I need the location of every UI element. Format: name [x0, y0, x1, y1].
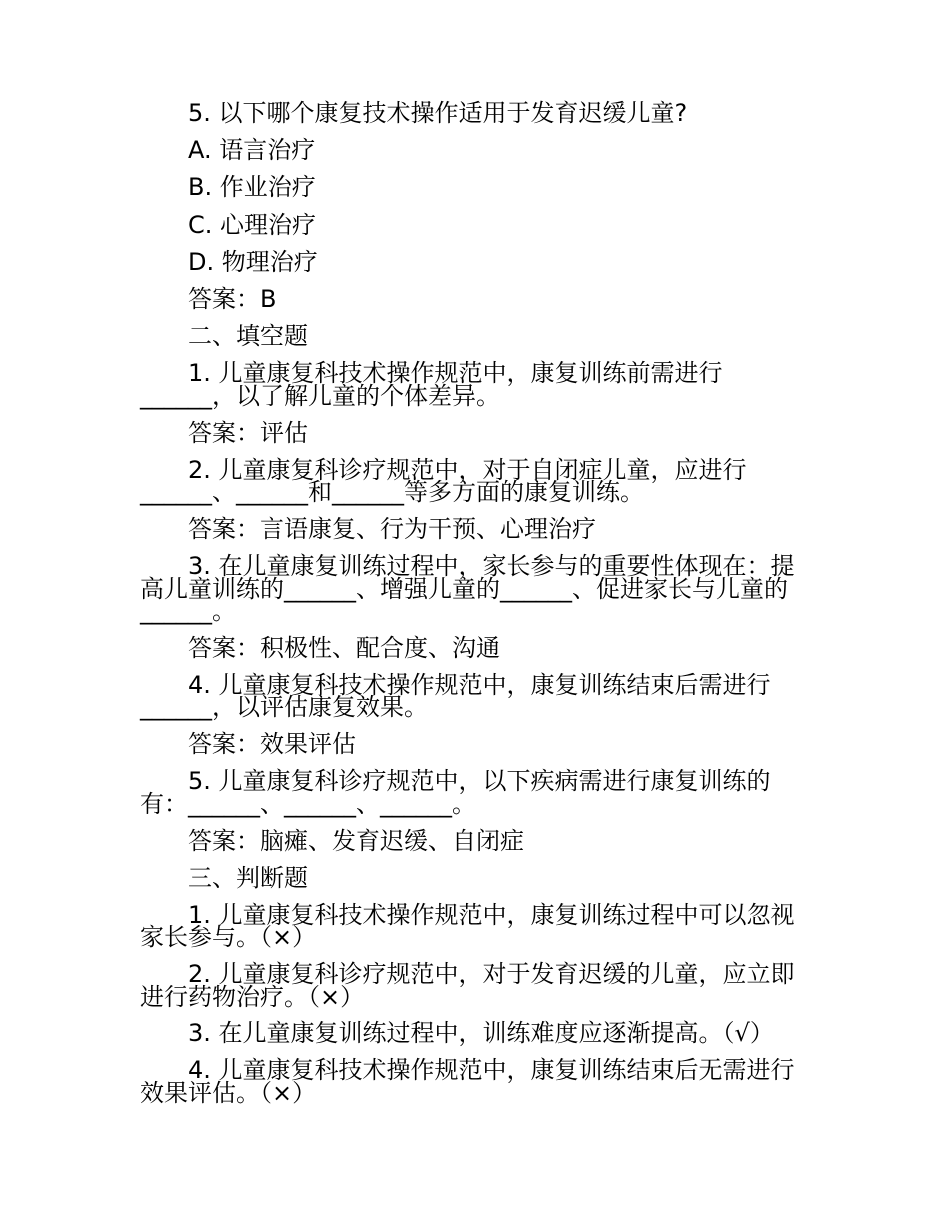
answer-line: 答案：积极性、配合度、沟通 — [188, 633, 500, 662]
answer-line: 答案：效果评估 — [188, 730, 356, 759]
option-c: C. 心理治疗 — [188, 210, 317, 239]
fill-blank-question-1: 1. 儿童康复科技术操作规范中，康复训练前需进行______，以了解儿童的个体差异。 — [140, 359, 723, 410]
section-heading-true-false: 三、判断题 — [188, 863, 308, 892]
true-false-question-3: 3. 在儿童康复训练过程中，训练难度应逐渐提高。（√） — [188, 1019, 774, 1048]
fill-blank-question-4: 4. 儿童康复科技术操作规范中，康复训练结束后需进行______，以评估康复效果。 — [140, 670, 771, 722]
fill-blank-question-5: 5. 儿童康复科诊疗规范中，以下疾病需进行康复训练的有：______、______、______。 — [140, 767, 771, 818]
true-false-question-2: 2. 儿童康复科诊疗规范中，对于发育迟缓的儿童，应立即进行药物治疗。（×） — [140, 960, 795, 1011]
true-false-question-1: 1. 儿童康复科技术操作规范中，康复训练过程中可以忽视家长参与。（×） — [140, 900, 795, 952]
fill-blank-question-3: 3. 在儿童康复训练过程中，家长参与的重要性体现在：提高儿童训练的______、增强儿童的______、促进家长与儿童的______。 — [140, 552, 795, 626]
document-body — [140, 99, 812, 1119]
option-b: B. 作业治疗 — [188, 173, 316, 202]
answer-line: 答案：脑瘫、发育迟缓、自闭症 — [188, 826, 524, 855]
answer-line: 答案：言语康复、行为干预、心理治疗 — [188, 514, 596, 543]
true-false-question-4: 4. 儿童康复科技术操作规范中，康复训练结束后无需进行效果评估。（×） — [140, 1056, 795, 1107]
fill-blank-question-2: 2. 儿童康复科诊疗规范中，对于自闭症儿童，应进行______、______和______等多方面的康复训练。 — [140, 455, 747, 507]
section-heading-fill-blank: 二、填空题 — [188, 322, 308, 351]
question-5-stem: 5. 以下哪个康复技术操作适用于发育迟缓儿童? — [188, 99, 688, 127]
answer-line: 答案：评估 — [188, 418, 308, 447]
option-d: D. 物理治疗 — [188, 247, 318, 276]
answer-line: 答案：B — [188, 284, 277, 313]
option-a: A. 语言治疗 — [188, 136, 316, 165]
